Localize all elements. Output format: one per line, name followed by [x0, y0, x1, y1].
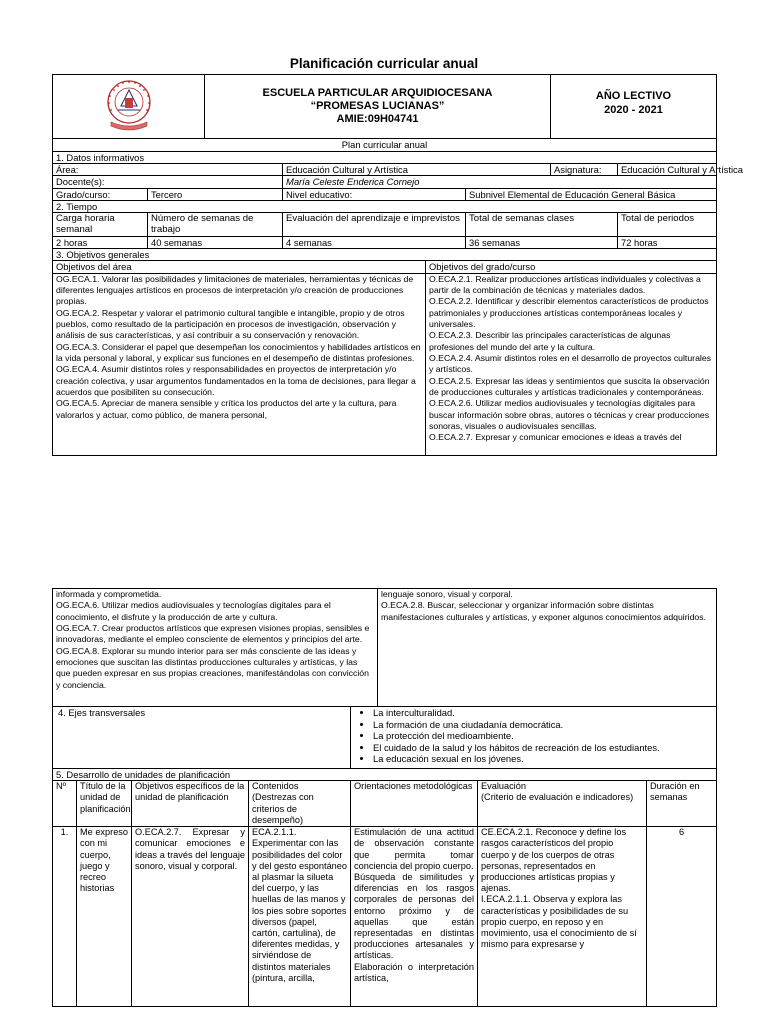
unidad-numero: 1. [53, 827, 77, 1007]
tiempo-value-total-semanas: 36 semanas [466, 237, 618, 249]
eje-item: • La interculturalidad. [373, 707, 716, 719]
unidad-header-orientaciones: Orientaciones metodológicas [351, 781, 478, 827]
docente-label: Docente(s): [53, 176, 283, 188]
eje-item: • La formación de una ciudadanía democrática. [373, 719, 716, 731]
unidad-row [53, 827, 717, 1007]
tiempo-header-semanas: Número de semanas de trabajo [148, 213, 283, 237]
unidad-header-duracion: Duración en semanas [647, 781, 717, 827]
unidad-header-numero: Nº [53, 781, 77, 827]
school-year-label: AÑO LECTIVO [595, 90, 672, 102]
document-title: Planificación curricular anual [289, 56, 479, 71]
school-seal-logo [87, 76, 171, 134]
school-name: ESCUELA PARTICULAR ARQUIDIOCESANA [262, 87, 493, 99]
docente-value: María Celeste Enderica Cornejo [283, 176, 717, 188]
unidad-titulo: Me expreso con mi cuerpo, juego y recreo historias [77, 827, 132, 1007]
ejes-list [351, 707, 716, 765]
nivel-value: Subnivel Elemental de Educación General Básica [466, 188, 717, 200]
unidad-header-objetivos: Objetivos específicos de la unidad de planificación [132, 781, 249, 827]
unidad-orientaciones: Estimulación de una actitud de observación constante que permita tomar conciencia del propio cuerpo. Búsqueda de similitudes y diferencias en los rasgos corporales de personas del entorno próximo y de aquellas que están representadas en distintas producciones artesanales y artísticas. Elaboración o interpretación artística, [351, 827, 478, 1007]
eje-item: • La educación sexual en los jóvenes. [373, 753, 716, 765]
ejes-title: 4. Ejes transversales [58, 707, 146, 718]
section-unidades: 5. Desarrollo de unidades de planificación [53, 769, 717, 781]
area-label: Área: [53, 164, 283, 176]
tiempo-value-total-periodos: 72 horas [618, 237, 717, 249]
plan-table-page2 [52, 588, 717, 1007]
objetivos-grado-header: Objetivos del grado/curso [426, 261, 717, 273]
plan-label: Plan curricular anual [53, 139, 717, 152]
objetivos-grado-text: O.ECA.2.1. Realizar producciones artísticas individuales y colectivas a partir de la combinación de técnicas y materiales dados. O.ECA.2.2. Identificar y describir elementos característicos de productos patrimoniales y producciones artísticas contemporáneas locales y universales. O.ECA.2.3. Describir las principales características de algunas profesiones del mundo del arte y la cultura. O.ECA.2.4. Asumir distintos roles en el desarrollo de proyectos culturales y artísticos. O.ECA.2.5. Expresar las ideas y sentimientos que suscita la observación de producciones culturales y artísticas tradicionales y contemporáneas. O.ECA.2.6. Utilizar medios audiovisuales y tecnologías digitales para buscar información sobre obras, autores o técnicas y crear producciones sonoras, visuales o audiovisuales sencillas. O.ECA.2.7. Expresar y comunicar emociones e ideas a través del [426, 273, 717, 455]
unidad-header-titulo: Título de la unidad de planificación [77, 781, 132, 827]
tiempo-value-semanas: 40 semanas [148, 237, 283, 249]
tiempo-header-total-semanas: Total de semanas clases [466, 213, 618, 237]
unidad-header-contenidos: Contenidos (Destrezas con criterios de desempeño) [249, 781, 351, 827]
tiempo-header-carga: Carga horaria semanal [53, 213, 148, 237]
objetivos-area-continued: informada y comprometida. OG.ECA.6. Utilizar medios audiovisuales y tecnologías digitales para el conocimiento, el disfrute y la producción de arte y cultura. OG.ECA.7. Crear productos artísticos que expresen visiones propias, sensibles e innovadoras, mediante el empleo consciente de elementos y principios del arte. OG.ECA.8. Explorar su mundo interior para ser más consciente de las ideas y emociones que suscitan las distintas producciones culturales y artísticas, y las que pueden expresar en sus propias creaciones, manifestándolas con convicción y conciencia. [53, 589, 378, 707]
tiempo-header-total-periodos: Total de periodos [618, 213, 717, 237]
ejes-list-cell [351, 707, 717, 769]
objetivos-area-header: Objetivos del área [53, 261, 426, 273]
school-name-cell [205, 75, 551, 139]
section-datos-informativos: 1. Datos informativos [53, 152, 717, 164]
tiempo-value-evaluacion: 4 semanas [283, 237, 466, 249]
school-logo-cell [53, 75, 205, 139]
eje-item: • El cuidado de la salud y los hábitos de recreación de los estudiantes. [373, 742, 716, 754]
asignatura-value: Educación Cultural y Artística [618, 164, 717, 176]
tiempo-value-carga: 2 horas [53, 237, 148, 249]
school-year-cell [551, 75, 717, 139]
area-value: Educación Cultural y Artística [283, 164, 551, 176]
eje-item: • La protección del medioambiente. [373, 730, 716, 742]
grado-value: Tercero [148, 188, 283, 200]
unidad-duracion: 6 [647, 827, 717, 1007]
nivel-label: Nivel educativo: [283, 188, 466, 200]
plan-table-page1 [52, 74, 743, 456]
grado-label: Grado/curso: [53, 188, 148, 200]
asignatura-label: Asignatura: [551, 164, 618, 176]
unidad-contenidos: ECA.2.1.1. Experimentar con las posibilidades del color y del gesto espontáneo al plasmar la silueta del cuerpo, y las huellas de las manos y los pies sobre soportes diversos (papel, cartón, cartulina), de diferentes medidas, y sirviéndose de distintos materiales (pintura, arcilla, [249, 827, 351, 1007]
school-year-value: 2020 - 2021 [604, 104, 663, 116]
unidad-objetivos: O.ECA.2.7. Expresar y comunicar emociones e ideas a través del lenguaje sonoro, visual y corporal. [132, 827, 249, 1007]
objetivos-area-text: OG.ECA.1. Valorar las posibilidades y limitaciones de materiales, herramientas y técnicas de diferentes lenguajes artísticos en procesos de interpretación y/o creación de producciones propias. OG.ECA.2. Respetar y valorar el patrimonio cultural tangible e intangible, propio y de otros pueblos, como resultado de la participación en procesos de investigación, observación y análisis de sus características, y así contribuir a su conservación y renovación. OG.ECA.3. Considerar el papel que desempeñan los conocimientos y habilidades artísticos en la vida personal y laboral, y explicar sus funciones en el desempeño de distintas profesiones. OG.ECA.4. Asumir distintos roles y responsabilidades en proyectos de interpretación y/o creación colectiva, y usar argumentos fundamentados en la toma de decisiones, para llegar a acuerdos que posibiliten su consecución. OG.ECA.5. Apreciar de manera sensible y crítica los productos del arte y la cultura, para valorarlos y actuar, como público, de manera personal, [53, 273, 426, 455]
unidad-evaluacion: CE.ECA.2.1. Reconoce y define los rasgos característicos del propio cuerpo y de los cuerpos de otras personas, representados en producciones artísticas propias y ajenas. I.ECA.2.1.1. Observa y explora las características y posibilidades de su propio cuerpo, en reposo y en movimiento, usa el conocimiento de sí mismo para expresarse y [478, 827, 647, 1007]
objetivos-grado-continued: lenguaje sonoro, visual y corporal. O.ECA.2.8. Buscar, seleccionar y organizar información sobre distintas manifestaciones culturales y artísticas, y exponer algunos conocimientos adquiridos. [378, 589, 717, 707]
unidad-header-evaluacion: Evaluación (Criterio de evaluación e indicadores) [478, 781, 647, 827]
section-tiempo: 2. Tiempo [53, 200, 717, 212]
school-motto: “PROMESAS LUCIANAS” [310, 100, 445, 112]
section-objetivos-generales: 3. Objetivos generales [53, 249, 717, 261]
tiempo-header-evaluacion: Evaluación del aprendizaje e imprevistos [283, 213, 466, 237]
ejes-label [53, 707, 351, 769]
school-amie: AMIE:09H04741 [336, 113, 419, 125]
